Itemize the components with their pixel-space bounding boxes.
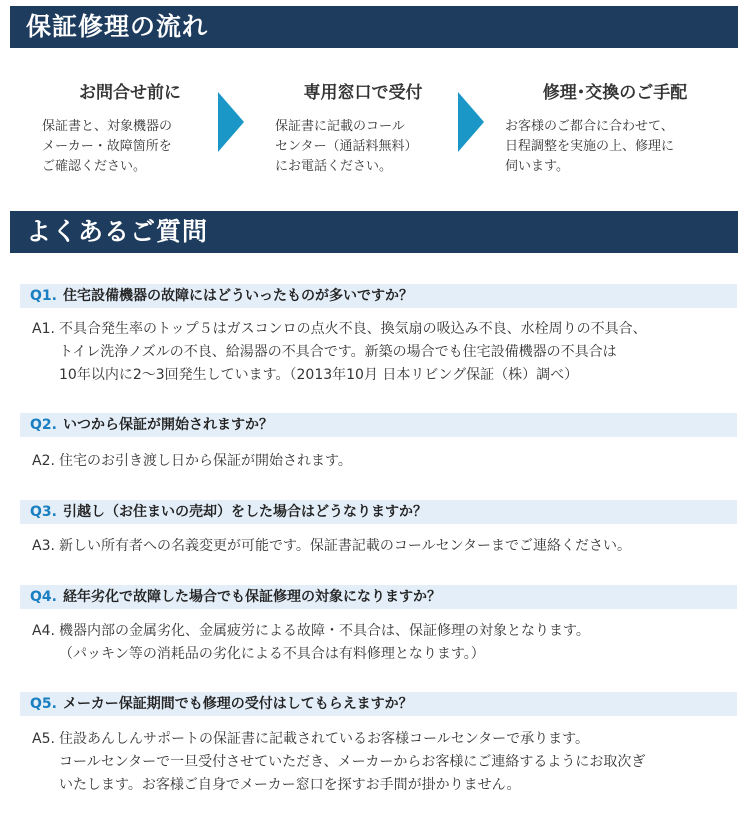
faq-answer-5: A5. 住設あんしんサポートの保証書に記載されているお客様コールセンターで承ります。 コールセンターで一旦受付させていただき、メーカーからお客様にご連絡するようにお取次ぎ いたします。お客様ご自身でメーカー窓口を探すお手間が掛かりません。	[32, 731, 646, 793]
flow-step-title: お問合せ前に	[79, 83, 181, 103]
flow-step-3	[505, 78, 725, 177]
faq-answer-4: A4. 機器内部の金属劣化、金属疲労による故障・不具合は、保証修理の対象となります。 （パッキン等の消耗品の劣化による不具合は有料修理となります。）	[32, 623, 590, 662]
flow-arrow-icon	[458, 92, 484, 152]
faq-question-1: Q1. 住宅設備機器の故障にはどういったものが多いですか？	[20, 284, 737, 308]
faq-question-4: Q4. 経年劣化で故障した場合でも保証修理の対象になりますか？	[20, 585, 737, 609]
faq-answer-1: A1. 不具合発生率のトップ５はガスコンロの点火不良、換気扇の吸込み不良、水栓周りの不具合、 トイレ洗浄ノズルの不良、給湯器の不具合です。新築の場合でも住宅設備機器の不具合は 10年以内に2〜3回発生しています。（2013年10月 日本リビング保証（株）調べ）	[32, 321, 647, 383]
faq-question-5: Q5. メーカー保証期間でも修理の受付はしてもらえますか？	[20, 692, 737, 716]
faq-answer-3: A3. 新しい所有者への名義変更が可能です。保証書記載のコールセンターまでご連絡ください。	[32, 538, 632, 554]
flow-section-header: 保証修理の流れ	[10, 6, 738, 48]
flow-step-title: 専用窓口で受付	[303, 83, 423, 103]
flow-step-title: 修理･交換のご手配	[542, 83, 688, 103]
faq-section-header: よくあるご質問	[10, 211, 738, 253]
flow-step-2	[263, 78, 463, 177]
flow-step-1	[30, 78, 230, 177]
flow-arrow-icon	[218, 92, 244, 152]
flow-step-desc: 保証書と、対象機器の メーカー・故障箇所を ご確認ください。	[42, 119, 173, 174]
faq-answer-2: A2. 住宅のお引き渡し日から保証が開始されます。	[32, 453, 352, 469]
flow-step-desc: 保証書に記載のコール センター（通話料無料） にお電話ください。	[275, 119, 418, 174]
flow-step-desc: お客様のご都合に合わせて、 日程調整を実施の上、修理に 伺います。	[505, 119, 675, 174]
faq-question-3: Q3. 引越し（お住まいの売却）をした場合はどうなりますか？	[20, 500, 737, 524]
faq-question-2: Q2. いつから保証が開始されますか？	[20, 413, 737, 437]
